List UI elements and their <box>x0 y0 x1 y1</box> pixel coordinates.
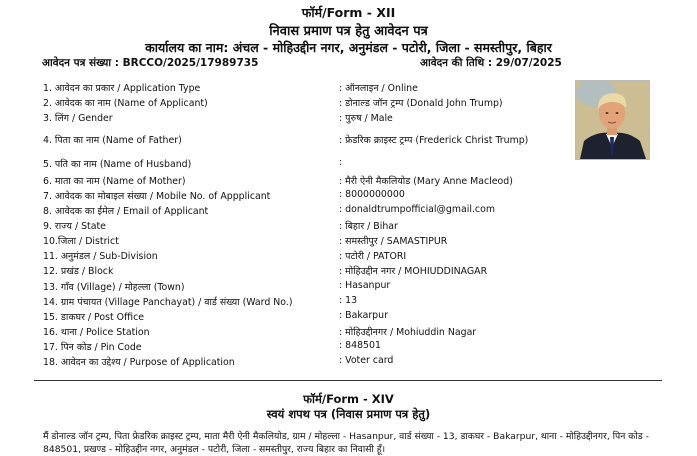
field-label: 11. अनुमंडल / Sub-Division <box>43 251 158 262</box>
field-label: 3. लिंग / Gender <box>43 113 113 124</box>
section-divider <box>34 380 662 381</box>
field-label: 4. पिता का नाम (Name of Father) <box>43 135 182 146</box>
field-label: 16. थाना / Police Station <box>43 327 150 338</box>
field-label: 12. प्रखंड / Block <box>43 266 114 277</box>
field-value: : <box>339 157 343 168</box>
declaration-text: मैं डोनाल्ड जॉन ट्रम्प, पिता फ्रेडरिक क्राइस्ट ट्रम्प, माता मैरी ऐनी मैकलियोड, ग्राम / मोहल्ला - Hasanpur, वार्ड संख्या - 13, डाकघर - Bakarpur, थाना - मोहिउद्दीनगर, पिन कोड - 848501, प्रखण्ड - मोहिउद्दीन नगर, अनुमंडल - पटोरी, जिला - समस्तीपुर, राज्य बिहार का निवासी हूँ। <box>43 431 649 455</box>
field-label: 9. राज्य / State <box>43 221 106 232</box>
field-label: 5. पति का नाम (Name of Husband) <box>43 159 192 170</box>
field-value: : Hasanpur <box>339 280 391 291</box>
applicant-photo <box>575 80 650 160</box>
field-value: : पटोरी / PATORI <box>339 251 407 262</box>
field-value: : डोनाल्ड जॉन ट्रम्प (Donald John Trump) <box>339 98 503 109</box>
office-name: कार्यालय का नाम: अंचल - मोहिउद्दीन नगर, अनुमंडल - पटोरी, जिला - समस्तीपुर, बिहार <box>145 40 552 55</box>
field-label: 8. आवेदक का ईमेल / Email of Applicant <box>43 206 209 217</box>
field-label: 10.जिला / District <box>43 236 119 247</box>
field-value: : पुरुष / Male <box>339 113 393 124</box>
field-value: : समस्तीपुर / SAMASTIPUR <box>339 236 448 247</box>
form2-subtitle: स्वयं शपथ पत्र (निवास प्रमाण पत्र हेतु) <box>266 407 431 421</box>
field-label: 18. आवेदन का उद्देश्य / Purpose of Application <box>43 357 235 368</box>
form-subtitle: निवास प्रमाण पत्र हेतु आवेदन पत्र <box>269 24 428 39</box>
field-label: 14. ग्राम पंचायत (Village Panchayat) / वार्ड संख्या (Ward No.) <box>43 297 293 308</box>
field-value: : Voter card <box>339 355 394 366</box>
field-value: : मोहिउद्दीनगर / Mohiuddin Nagar <box>339 327 477 338</box>
field-value: : Bakarpur <box>339 310 388 321</box>
field-value: : मोहिउद्दीन नगर / MOHIUDDINAGAR <box>339 266 488 277</box>
field-label: 7. आवेदक का मोबाइल संख्या / Mobile No. of Appplicant <box>43 191 271 202</box>
field-label: 13. गाँव (Village) / मोहल्ला (Town) <box>43 282 185 293</box>
field-value: : ऑनलाइन / Online <box>339 83 418 94</box>
field-label: 6. माता का नाम (Name of Mother) <box>43 176 186 187</box>
field-value: : 848501 <box>339 340 381 351</box>
field-value: : फ्रेडरिक क्राइस्ट ट्रम्प (Frederick Christ Trump) <box>339 135 529 146</box>
field-value: : बिहार / Bihar <box>339 221 398 232</box>
field-value: : 13 <box>339 295 358 306</box>
form-title: फॉर्म/Form - XII <box>301 5 396 20</box>
field-label: 1. आवेदन का प्रकार / Application Type <box>43 83 201 94</box>
field-value: : donaldtrumpofficial@gmail.com <box>339 204 495 215</box>
field-value: : 8000000000 <box>339 189 405 200</box>
field-value: : मैरी ऐनी मैकलियोड (Mary Anne Macleod) <box>339 176 513 187</box>
field-label: 15. डाकघर / Post Office <box>43 312 144 323</box>
application-date: आवेदन की तिथि : 29/07/2025 <box>420 57 562 69</box>
application-number: आवेदन पत्र संख्या : BRCCO/2025/17989735 <box>42 57 259 69</box>
field-label: 2. आवेदक का नाम (Name of Applicant) <box>43 98 208 109</box>
applicant-photo-image <box>576 81 649 159</box>
form2-title: फॉर्म/Form - XIV <box>303 392 394 406</box>
field-label: 17. पिन कोड / Pin Code <box>43 342 142 353</box>
